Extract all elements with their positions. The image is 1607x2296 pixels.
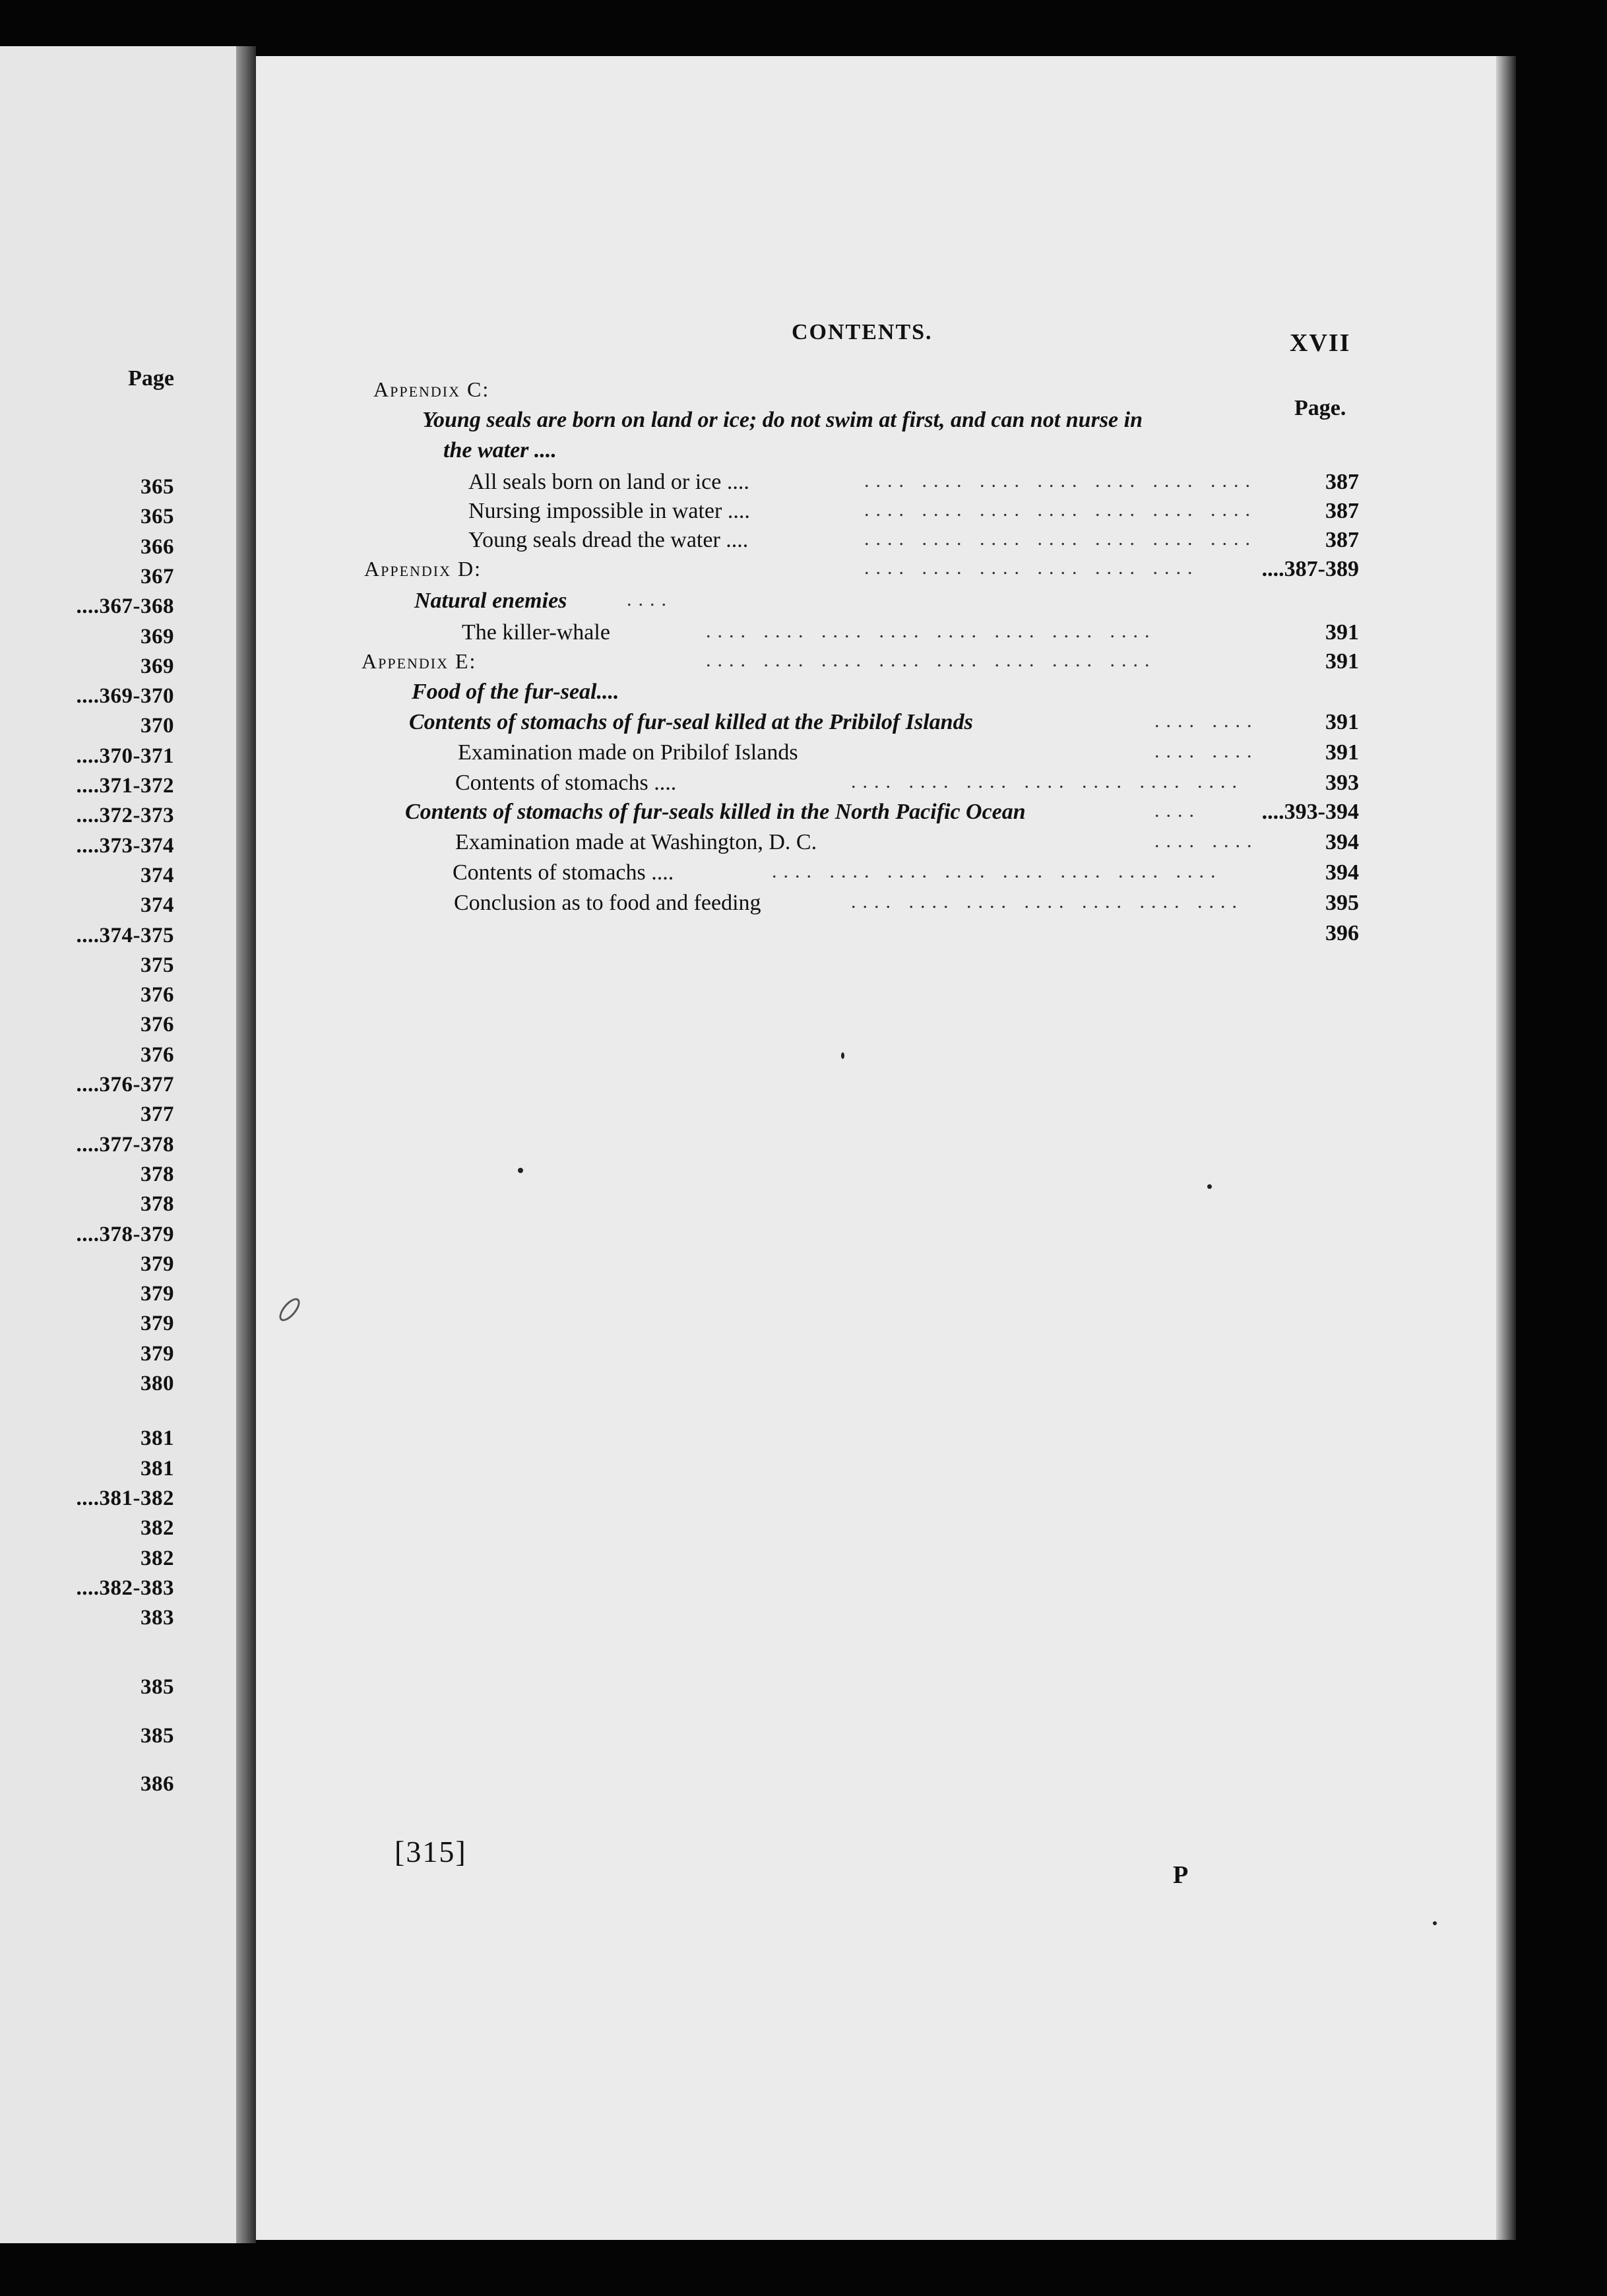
- left-page-entry: 379: [141, 1282, 174, 1306]
- signature-mark: P: [1173, 1861, 1189, 1889]
- left-page-entry: 376: [141, 1043, 174, 1067]
- left-page-entry: ....371-372: [76, 774, 174, 798]
- dot-leader: .... ....: [1154, 740, 1259, 762]
- toc-page: 396: [1325, 921, 1359, 945]
- toc-label: The killer-whale: [462, 620, 610, 645]
- left-page-entry: 379: [141, 1342, 174, 1366]
- toc-label: All seals born on land or ice ....: [468, 470, 749, 494]
- left-page-entry: ....378-379: [76, 1223, 174, 1246]
- toc-entry: [0, 470, 1359, 500]
- left-page-entry: 366: [141, 535, 174, 559]
- toc-entry: [0, 740, 1359, 771]
- toc-label: Appendix D:: [364, 557, 482, 581]
- toc-entry: [0, 438, 1359, 468]
- toc-entry: [0, 771, 1359, 801]
- left-page-entry: 369: [141, 625, 174, 649]
- dot-leader: ....: [627, 589, 673, 610]
- left-page-entry: 385: [141, 1675, 174, 1699]
- toc-entry: [0, 589, 1359, 619]
- left-page-entry: 381: [141, 1457, 174, 1481]
- left-page-entry: 380: [141, 1372, 174, 1395]
- dot-leader: .... .... .... .... .... .... ....: [864, 499, 1257, 521]
- left-page-entry: 376: [141, 983, 174, 1007]
- running-head: CONTENTS.: [792, 320, 933, 344]
- toc-entry: [0, 710, 1359, 740]
- left-page-entry: 369: [141, 654, 174, 678]
- toc-label: Natural enemies: [414, 589, 567, 613]
- scan-speck: [1207, 1184, 1212, 1189]
- left-page-entry: 377: [141, 1102, 174, 1126]
- toc-entry: [0, 860, 1359, 891]
- left-page-entry: 375: [141, 953, 174, 977]
- toc-heading-appendix-e: [0, 649, 1359, 680]
- toc-page: 391: [1325, 620, 1359, 645]
- printer-signature: [315]: [394, 1835, 467, 1868]
- toc-page: 393: [1325, 771, 1359, 795]
- toc-label: Nursing impossible in water ....: [468, 499, 750, 523]
- left-page-entry: 378: [141, 1163, 174, 1186]
- left-page-entry: ....367-368: [76, 594, 174, 618]
- left-page-entry: 367: [141, 565, 174, 589]
- dot-leader: ....: [1154, 800, 1201, 821]
- toc-label: Contents of stomachs of fur-seal killed at the Pribilof Islands: [409, 710, 973, 734]
- dot-leader: .... .... .... .... .... .... ....: [851, 891, 1244, 912]
- dot-leader: .... .... .... .... .... ....: [864, 557, 1199, 579]
- toc-label: Appendix C:: [373, 377, 490, 401]
- dot-leader: .... .... .... .... .... .... .... ....: [706, 620, 1156, 642]
- toc-heading-appendix-d: [0, 557, 1359, 587]
- page-edge: [1496, 56, 1516, 2240]
- toc-page: ....393-394: [1261, 800, 1359, 824]
- left-page-entry: 374: [141, 864, 174, 887]
- toc-entry: [0, 830, 1359, 860]
- left-page-column-header: Page: [128, 366, 174, 391]
- toc-entry: [0, 891, 1359, 921]
- toc-page: 394: [1325, 830, 1359, 854]
- left-page: [0, 46, 236, 2243]
- dot-leader: .... .... .... .... .... .... ....: [851, 771, 1244, 792]
- left-page-entry: 385: [141, 1724, 174, 1748]
- toc-label: Contents of stomachs ....: [455, 771, 677, 795]
- page-folio: XVII: [1290, 329, 1351, 357]
- toc-label: the water ....: [443, 438, 557, 462]
- left-page-entry: ....381-382: [76, 1486, 174, 1510]
- toc-label: Conclusion as to food and feeding: [454, 891, 761, 915]
- toc-label: Contents of stomachs ....: [453, 860, 674, 885]
- toc-entry: [0, 499, 1359, 529]
- left-page-entry: ....376-377: [76, 1073, 174, 1097]
- left-page-entry: ....369-370: [76, 684, 174, 708]
- toc-page: 387: [1325, 470, 1359, 494]
- toc-page: 391: [1325, 710, 1359, 734]
- left-page-entry: 383: [141, 1606, 174, 1630]
- toc-page: 391: [1325, 740, 1359, 765]
- dot-leader: .... .... .... .... .... .... ....: [864, 470, 1257, 492]
- toc-page: 395: [1325, 891, 1359, 915]
- left-page-entry: 381: [141, 1426, 174, 1450]
- left-page-entry: ....382-383: [76, 1576, 174, 1600]
- toc-page: 391: [1325, 649, 1359, 674]
- left-page-entry: 382: [141, 1547, 174, 1570]
- left-page-entry: 374: [141, 893, 174, 917]
- left-page-entry: 370: [141, 714, 174, 738]
- dot-leader: .... .... .... .... .... .... ....: [864, 528, 1257, 550]
- toc-entry: [0, 800, 1359, 830]
- toc-entry: [0, 528, 1359, 558]
- left-page-entry: 382: [141, 1516, 174, 1540]
- dot-leader: .... .... .... .... .... .... .... ....: [772, 860, 1222, 882]
- toc-label: Young seals are born on land or ice; do not swim at first, and can not nurse in: [422, 408, 1143, 432]
- toc-entry: [0, 620, 1359, 651]
- left-page-entry: ....372-373: [76, 804, 174, 827]
- left-page-entry: 379: [141, 1312, 174, 1335]
- left-page-entry: 386: [141, 1772, 174, 1796]
- left-page-entry: 378: [141, 1192, 174, 1216]
- toc-label: Appendix E:: [362, 649, 477, 673]
- scan-speck: [518, 1168, 523, 1173]
- book-gutter: [236, 46, 256, 2243]
- page-column-label: Page.: [1294, 396, 1346, 420]
- toc-page: ....387-389: [1261, 557, 1359, 581]
- toc-label: Examination made on Pribilof Islands: [458, 740, 798, 765]
- toc-entry: [0, 921, 1359, 951]
- toc-heading-appendix-c: [0, 377, 1359, 408]
- toc-entry: [0, 408, 1359, 438]
- dot-leader: .... ....: [1154, 710, 1259, 732]
- dot-leader: .... ....: [1154, 830, 1259, 852]
- left-page-entry: 365: [141, 475, 174, 499]
- left-page-entry: ....377-378: [76, 1133, 174, 1157]
- toc-label: Contents of stomachs of fur-seals killed in the North Pacific Ocean: [405, 800, 1026, 824]
- left-page-entry: 365: [141, 505, 174, 528]
- toc-page: 387: [1325, 528, 1359, 552]
- scan-speck: [841, 1052, 844, 1059]
- left-page-entry: 376: [141, 1013, 174, 1036]
- toc-entry: [0, 680, 1359, 710]
- toc-label: Examination made at Washington, D. C.: [455, 830, 817, 854]
- toc-page: 394: [1325, 860, 1359, 885]
- left-page-entry: ....370-371: [76, 744, 174, 768]
- toc-page: 387: [1325, 499, 1359, 523]
- left-page-entry: 379: [141, 1252, 174, 1276]
- scan-speck: [1433, 1921, 1437, 1925]
- toc-label: Food of the fur-seal....: [412, 680, 619, 704]
- left-page-entry: ....373-374: [76, 834, 174, 858]
- dot-leader: .... .... .... .... .... .... .... ....: [706, 649, 1156, 671]
- left-page-entry: ....374-375: [76, 924, 174, 947]
- toc-label: Young seals dread the water ....: [468, 528, 749, 552]
